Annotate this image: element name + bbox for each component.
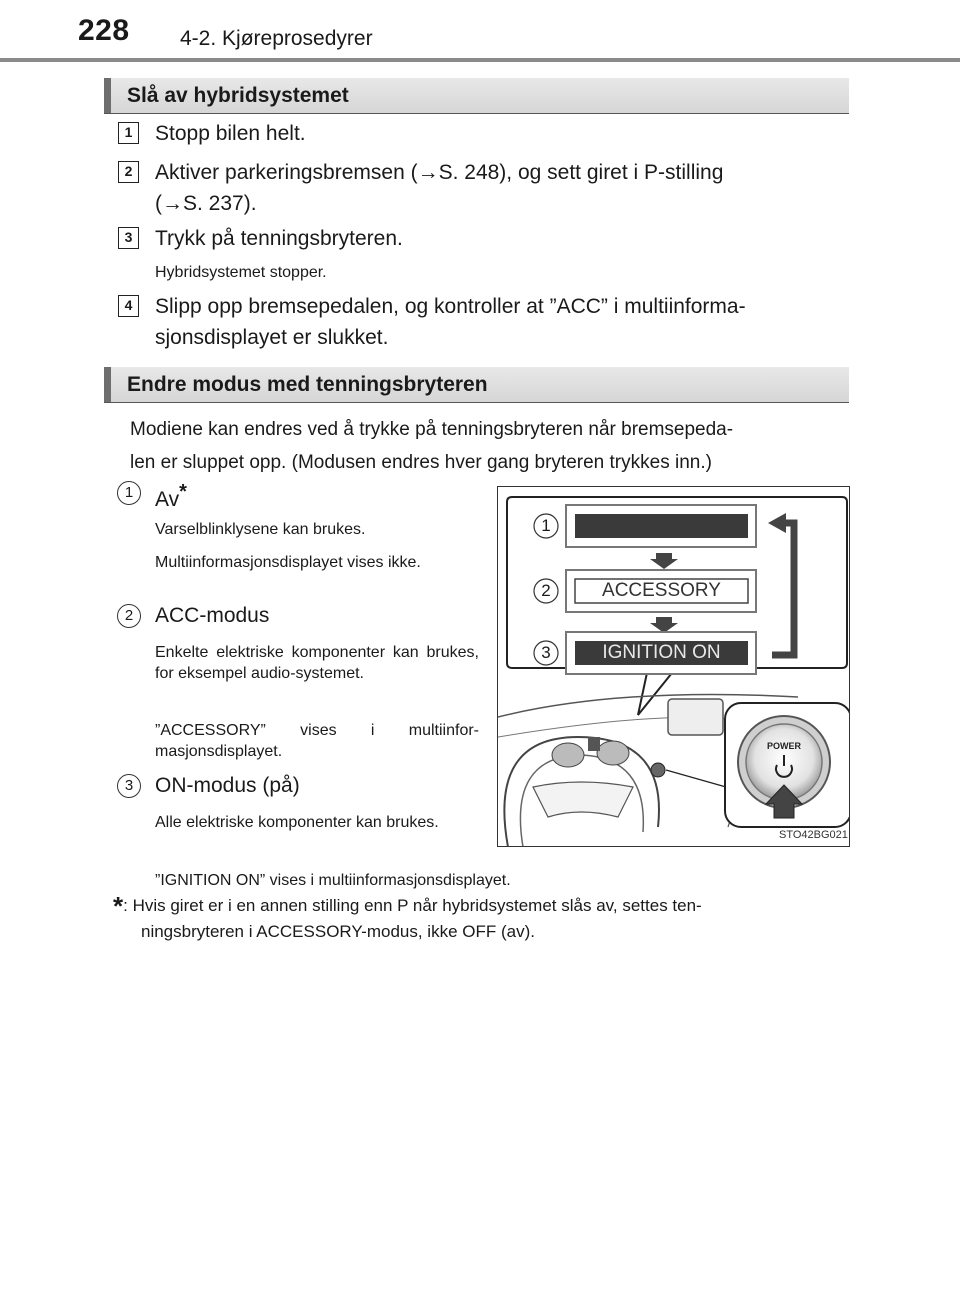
mode-1-title <box>155 481 187 512</box>
callout-label-3: 3 <box>541 643 551 662</box>
intro-line-1: Modiene kan endres ved å trykke på tenningsbryteren når bremsepeda- <box>130 419 734 440</box>
illustration-code: STO42BG021 <box>779 829 848 841</box>
step-number-2: 2 <box>118 161 139 183</box>
mode-2-desc-2: ”ACCESSORY” vises i multiinfor-masjonsdisplayet. <box>155 722 479 760</box>
step-3-text: Trykk på tenningsbryteren. <box>155 227 403 250</box>
step-number-1: 1 <box>118 122 139 144</box>
mode-2-desc-1: Enkelte elektriske komponenter kan brukes, for eksempel audio-systemet. <box>155 644 479 682</box>
step-number-4: 4 <box>118 295 139 317</box>
mode-number-3: 3 <box>117 774 141 798</box>
chapter-title: 4-2. Kjøreprosedyrer <box>180 27 373 50</box>
wheel-hub <box>533 782 633 817</box>
mode-2-title: ACC-modus <box>155 604 270 627</box>
mode-1-desc-2: Multiinformasjonsdisplayet vises ikke. <box>155 554 421 571</box>
step-2-line-2: (→S. 237). <box>155 192 257 215</box>
mode-3-desc-1: Alle elektriske komponenter kan brukes. <box>155 814 439 831</box>
section-title-modes: Endre modus med tenningsbryteren <box>104 367 849 402</box>
asterisk-marker: * <box>179 481 187 503</box>
callout-label-2: 2 <box>541 581 551 600</box>
section-underline <box>104 113 849 114</box>
ignition-mode-illustration <box>497 486 850 847</box>
mode-number-1: 1 <box>117 481 141 505</box>
section-underline <box>104 402 849 403</box>
header-rule <box>0 58 960 62</box>
step-4-line-2: sjonsdisplayet er slukket. <box>155 326 389 349</box>
footnote-line-1 <box>113 893 853 919</box>
leader-line <box>666 770 726 787</box>
power-switch-location <box>651 763 665 777</box>
footnote-line-1-text: : Hvis giret er i en annen stilling enn P når hybridsystemet slås av, settes ten- <box>123 896 702 915</box>
step-2-text <box>155 157 847 219</box>
accessory-label: ACCESSORY <box>602 580 721 601</box>
power-button-label: POWER <box>766 741 801 751</box>
ignition-diagram <box>498 487 850 847</box>
step-1-text: Stopp bilen helt. <box>155 122 306 145</box>
mode-3-desc-2: ”IGNITION ON” vises i multiinformasjonsdisplayet. <box>155 872 511 889</box>
center-screen <box>668 699 723 735</box>
callout-label-1: 1 <box>541 516 551 535</box>
step-2-line-1: Aktiver parkeringsbremsen (→S. 248), og sett giret i P-stilling <box>155 161 724 184</box>
footnote-asterisk: * <box>113 891 124 921</box>
ignition-on-label: IGNITION ON <box>602 642 721 663</box>
footnote <box>113 893 853 944</box>
mode-3-title: ON-modus (på) <box>155 774 300 797</box>
gauge-center <box>588 737 600 751</box>
step-3-note: Hybridsystemet stopper. <box>155 264 327 281</box>
step-4-text <box>155 291 847 353</box>
footnote-line-2: ningsbryteren i ACCESSORY-modus, ikke OFF (av). <box>141 922 535 941</box>
gauge-left <box>552 743 584 767</box>
intro-line-2: len er sluppet opp. (Modusen endres hver gang bryteren trykkes inn.) <box>130 452 712 473</box>
modes-intro <box>130 413 848 479</box>
display-off <box>575 514 748 538</box>
gauge-right <box>597 741 629 765</box>
step-4-line-1: Slipp opp bremsepedalen, og kontroller at ”ACC” i multiinforma- <box>155 295 746 318</box>
page-number: 228 <box>78 14 130 47</box>
mode-1-desc-1: Varselblinklysene kan brukes. <box>155 521 366 538</box>
section-title-shutdown: Slå av hybridsystemet <box>104 78 849 113</box>
mode-1-title-text: Av <box>155 488 180 511</box>
step-number-3: 3 <box>118 227 139 249</box>
mode-number-2: 2 <box>117 604 141 628</box>
